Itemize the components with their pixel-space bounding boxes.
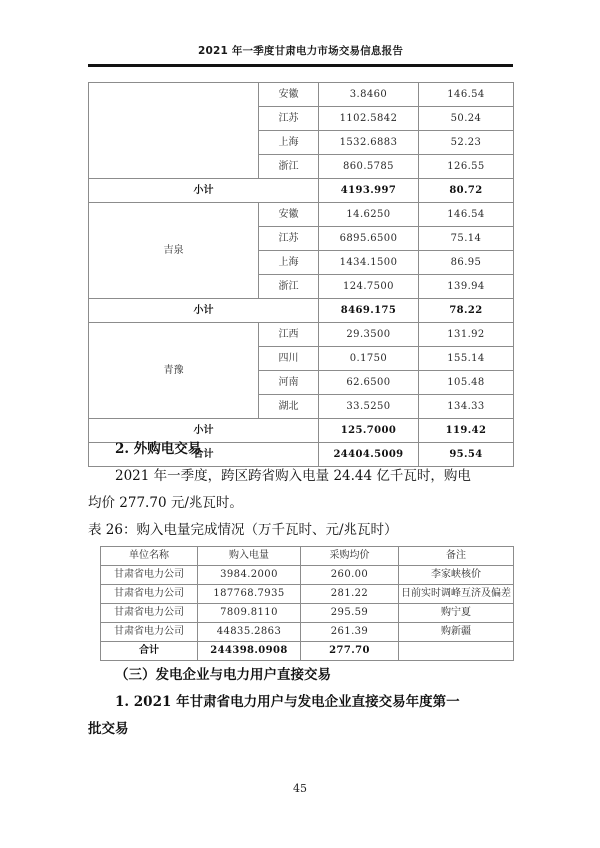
remark-cell: 购新疆 xyxy=(399,623,514,642)
table-row xyxy=(89,323,514,347)
subtotal-volume-cell: 4193.997 xyxy=(319,179,419,203)
price-cell: 75.14 xyxy=(419,227,514,251)
price-cell: 126.55 xyxy=(419,155,514,179)
volume-cell: 1102.5842 xyxy=(319,107,419,131)
volume-cell: 14.6250 xyxy=(319,203,419,227)
volume-cell: 1532.6883 xyxy=(319,131,419,155)
table-row xyxy=(89,83,514,107)
price-cell: 155.14 xyxy=(419,347,514,371)
column-header-cell: 单位名称 xyxy=(101,547,198,566)
remark-cell: 李家峡核价 xyxy=(399,566,514,585)
price-cell: 139.94 xyxy=(419,275,514,299)
table-continued-wrapper xyxy=(88,82,513,467)
province-cell: 安徽 xyxy=(259,83,319,107)
column-header-cell: 采购均价 xyxy=(301,547,399,566)
total-volume-cell: 244398.0908 xyxy=(198,642,301,661)
province-cell: 江苏 xyxy=(259,107,319,131)
table-row xyxy=(101,604,514,623)
province-cell: 上海 xyxy=(259,251,319,275)
table-subtotal-row xyxy=(89,299,514,323)
price-cell: 105.48 xyxy=(419,371,514,395)
group-name-cell xyxy=(89,83,259,179)
section-outsourced-power xyxy=(88,436,516,544)
group-name-cell: 青豫 xyxy=(89,323,259,419)
page-number: 45 xyxy=(293,782,307,795)
column-header-cell: 购入电量 xyxy=(198,547,301,566)
table-subtotal-row xyxy=(89,179,514,203)
subtotal-label-cell: 小计 xyxy=(89,299,319,323)
running-header-title: 2021 年一季度甘肃电力市场交易信息报告 xyxy=(197,45,404,57)
paragraph-outsourced-line1: 2021 年一季度，跨区跨省购入电量 24.44 亿千瓦时，购电 xyxy=(115,468,471,484)
price-cell: 131.92 xyxy=(419,323,514,347)
table26-wrapper xyxy=(100,546,513,661)
table-row xyxy=(101,623,514,642)
price-cell: 134.33 xyxy=(419,395,514,419)
column-header-cell: 备注 xyxy=(399,547,514,566)
table-row xyxy=(101,585,514,604)
price-cell: 146.54 xyxy=(419,203,514,227)
remark-cell: 购宁夏 xyxy=(399,604,514,623)
province-cell: 上海 xyxy=(259,131,319,155)
paragraph-outsourced-line2: 均价 277.70 元/兆瓦时。 xyxy=(88,495,243,511)
province-cell: 浙江 xyxy=(259,155,319,179)
volume-cell: 44835.2863 xyxy=(198,623,301,642)
volume-cell: 3984.2000 xyxy=(198,566,301,585)
province-cell: 四川 xyxy=(259,347,319,371)
volume-cell: 6895.6500 xyxy=(319,227,419,251)
price-cell: 52.23 xyxy=(419,131,514,155)
total-price-cell: 95.54 xyxy=(419,443,514,467)
subtotal-price-cell: 80.72 xyxy=(419,179,514,203)
total-label-cell: 合计 xyxy=(101,642,198,661)
table-header-row xyxy=(101,547,514,566)
group-name-cell: 吉泉 xyxy=(89,203,259,299)
total-price-cell: 277.70 xyxy=(301,642,399,661)
subtotal-label-cell: 小计 xyxy=(89,179,319,203)
table-row xyxy=(101,566,514,585)
price-cell: 261.39 xyxy=(301,623,399,642)
table26 xyxy=(100,546,514,661)
paragraph-direct-line1: 1. 2021 年甘肃省电力用户与发电企业直接交易年度第一 xyxy=(115,694,460,710)
province-cell: 安徽 xyxy=(259,203,319,227)
section-direct-trading xyxy=(88,662,516,743)
subtotal-price-cell: 119.42 xyxy=(419,419,514,443)
unit-name-cell: 甘肃省电力公司 xyxy=(101,585,198,604)
header-rule xyxy=(88,64,513,67)
volume-cell: 3.8460 xyxy=(319,83,419,107)
subtotal-volume-cell: 8469.175 xyxy=(319,299,419,323)
price-cell: 146.54 xyxy=(419,83,514,107)
volume-cell: 7809.8110 xyxy=(198,604,301,623)
subtotal-volume-cell: 125.7000 xyxy=(319,419,419,443)
total-remark-cell xyxy=(399,642,514,661)
total-volume-cell: 24404.5009 xyxy=(319,443,419,467)
unit-name-cell: 甘肃省电力公司 xyxy=(101,566,198,585)
table-continued xyxy=(88,82,514,467)
price-cell: 281.22 xyxy=(301,585,399,604)
volume-cell: 0.1750 xyxy=(319,347,419,371)
province-cell: 河南 xyxy=(259,371,319,395)
unit-name-cell: 甘肃省电力公司 xyxy=(101,604,198,623)
unit-name-cell: 甘肃省电力公司 xyxy=(101,623,198,642)
volume-cell: 33.5250 xyxy=(319,395,419,419)
volume-cell: 187768.7935 xyxy=(198,585,301,604)
section-heading-direct: （三）发电企业与电力用户直接交易 xyxy=(115,667,331,683)
subtotal-price-cell: 78.22 xyxy=(419,299,514,323)
volume-cell: 124.7500 xyxy=(319,275,419,299)
price-cell: 50.24 xyxy=(419,107,514,131)
province-cell: 浙江 xyxy=(259,275,319,299)
volume-cell: 62.6500 xyxy=(319,371,419,395)
price-cell: 260.00 xyxy=(301,566,399,585)
province-cell: 江西 xyxy=(259,323,319,347)
table-total-row xyxy=(101,642,514,661)
paragraph-direct-line2: 批交易 xyxy=(88,721,129,737)
table26-caption: 表 26：购入电量完成情况（万千瓦时、元/兆瓦时） xyxy=(88,522,398,538)
subtotal-label-cell: 小计 xyxy=(89,419,319,443)
volume-cell: 29.3500 xyxy=(319,323,419,347)
price-cell: 295.59 xyxy=(301,604,399,623)
volume-cell: 860.5785 xyxy=(319,155,419,179)
section-heading-outsourced: 2. 外购电交易 xyxy=(115,441,202,457)
remark-cell: 日前实时调峰互济及偏差 xyxy=(399,585,514,604)
province-cell: 江苏 xyxy=(259,227,319,251)
volume-cell: 1434.1500 xyxy=(319,251,419,275)
table-row xyxy=(89,203,514,227)
total-label-cell: 合计 xyxy=(89,443,319,467)
price-cell: 86.95 xyxy=(419,251,514,275)
province-cell: 湖北 xyxy=(259,395,319,419)
